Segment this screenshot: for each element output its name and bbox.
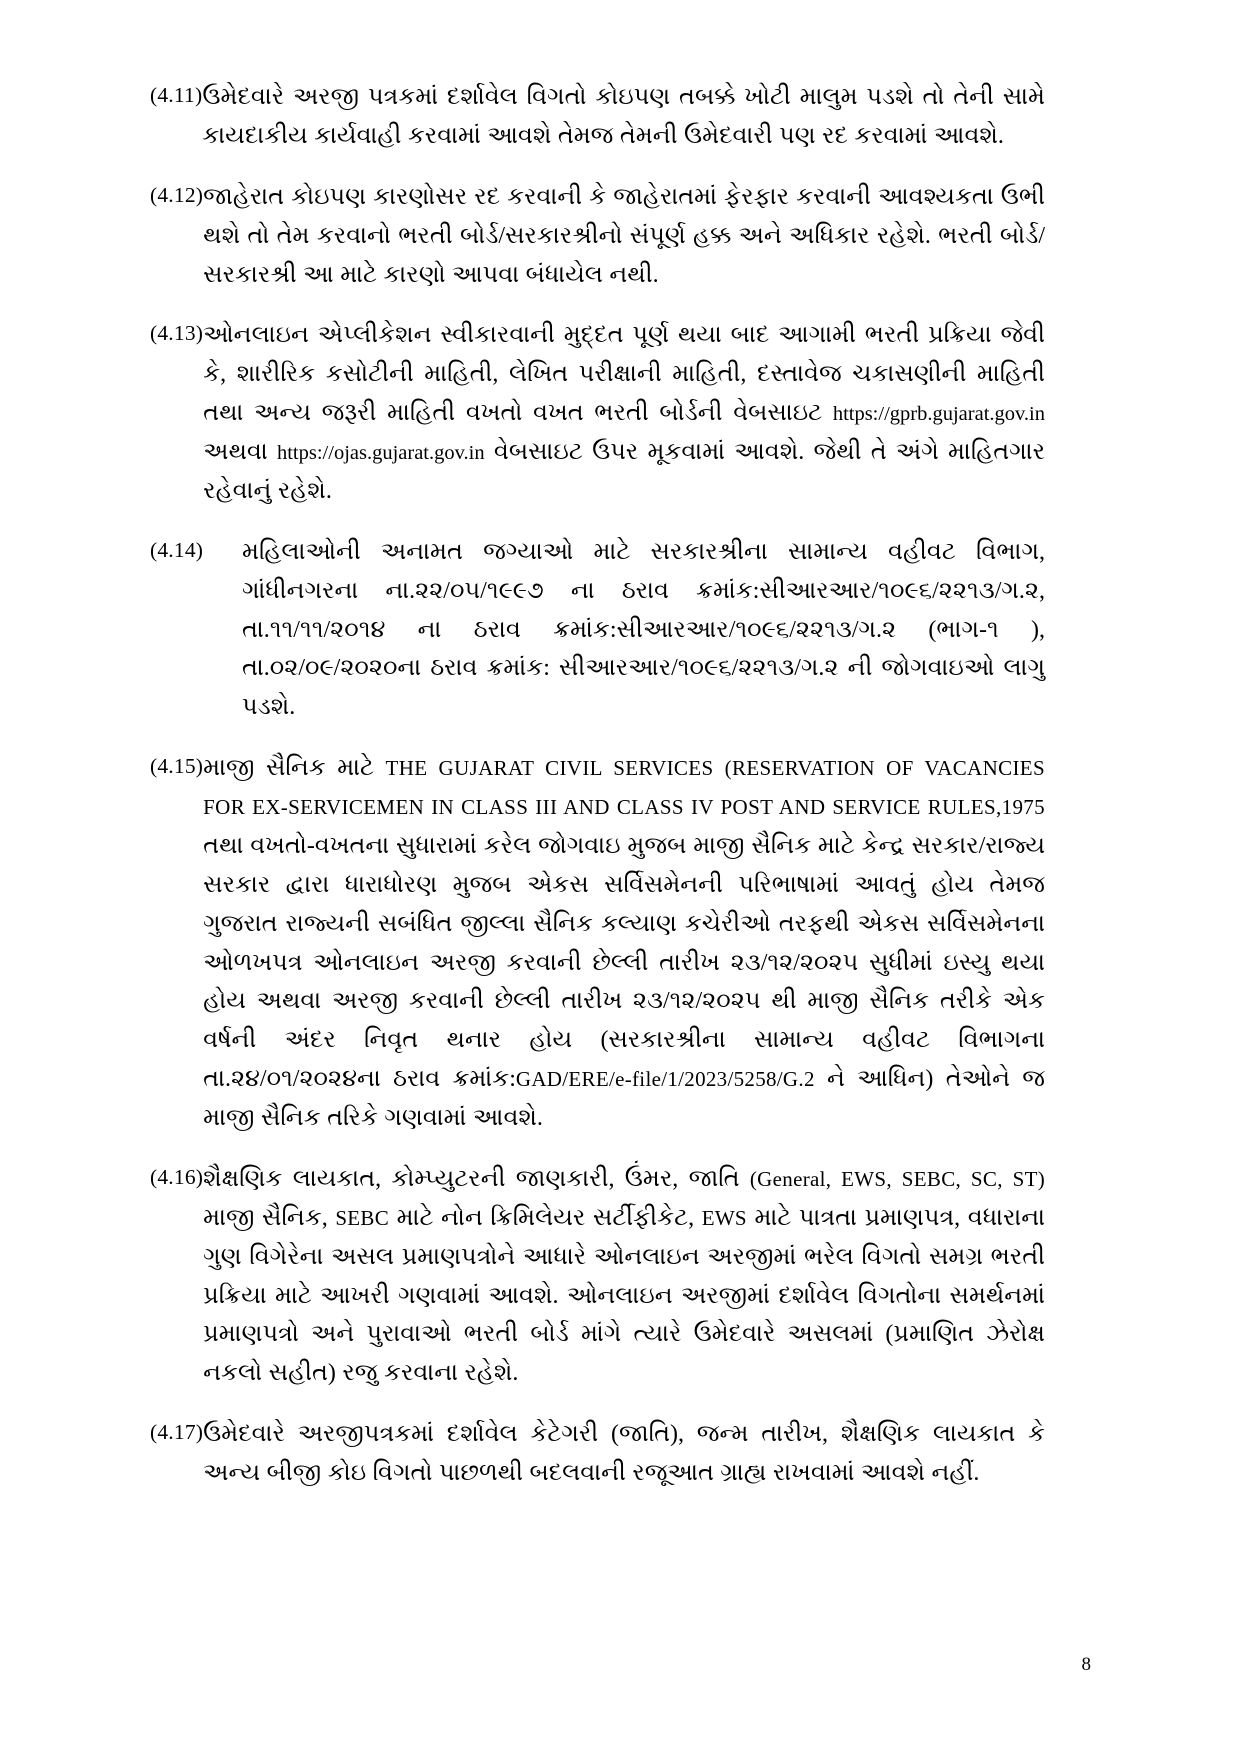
clause-number: (4.16) (150, 1164, 204, 1189)
non-creamy-layer-text: માટે નોન ક્રિમિલેયર સર્ટીફીકેટ, (396, 1204, 695, 1231)
clause-text (203, 178, 1045, 295)
clause-part-one: ઓનલાઇન એપ્લીકેશન સ્વીકારવાની મુદ્દત પૂર્ણ થયા બાદ આગામી ભરતી પ્રક્રિયા જેવી કે, શારીરિક કસોટીની માહિતી, લેખિત પરીક્ષાની માહિતી, દસ્તાવેજ ચકાસણીની માહિતી તથા અન્ય જરૂરી માહિતી વખતો વખત ભરતી બોર્ડની વેબસાઇટ (203, 322, 1045, 427)
clause-4-15 (150, 749, 1045, 1138)
clause-body-text: તથા વખતો-વખતના સુધારામાં કરેલ જોગવાઇ મુજબ માજી સૈનિક માટે કેન્દ્ર સરકાર/રાજ્ય સરકાર દ્વારા ધારાધોરણ મુજબ એકસ સર્વિસમેનની પરિભાષામાં આવતું હોય તેમજ ગુજરાત રાજ્યની સબંધિત જીલ્લા સૈનિક કલ્યાણ કચેરીઓ તરફથી એકસ સર્વિસમેનના ઓળખપત્ર ઓનલાઇન અરજી કરવાની છેલ્લી તારીખ ૨૩/૧૨/૨૦૨૫ સુધીમાં ઇસ્યુ થયા હોય અથવા અરજી કરવાની છેલ્લી તારીખ ૨૩/૧૨/૨૦૨૫ થી માજી સૈનિક તરીકે એક વર્ષની અંદર નિવૃત થનાર હોય (સરકારશ્રીના સામાન્ય વહીવટ વિભાગના તા.૨૪/૦૧/૨૦૨૪ના ઠરાવ ક્રમાંક: (203, 832, 1045, 1093)
sebc-label: SEBC (335, 1205, 390, 1230)
clause-text (203, 316, 1045, 510)
ex-serviceman-label: માજી સૈનિક, (203, 1204, 328, 1231)
clause-number: (4.17) (150, 1420, 204, 1445)
clause-body-end: ને આધિન) તેઓને જ માજી સૈનિક તરિકે ગણવામાં આવશે. (203, 1066, 1046, 1131)
clause-paragraph (203, 749, 1045, 1138)
gad-resolution-reference: GAD/ERE/e-file/1/2023/5258/G.2 (515, 1067, 815, 1092)
clause-part-two: વેબસાઇટ ઉપર મૂકવામાં આવશે. જેથી તે અંગે માહિતગાર રહેવાનું રહેશે. (203, 439, 1046, 504)
act-title: THE GUJARAT CIVIL SERVICES (RESERVATION OF VACANCIES FOR EX-SERVICEMEN IN CLASS III AND CLASS IV POST AND SERVICE RULES,1975 (203, 756, 1045, 819)
clause-paragraph (203, 316, 1045, 510)
category-list: (General, EWS, SEBC, SC, ST) (749, 1166, 1046, 1191)
clause-intro: માજી સૈનિક માટે (203, 755, 374, 782)
ews-label: EWS (701, 1205, 747, 1230)
clause-paragraph: ઉમેદવારે અરજીપત્રકમાં દર્શાવેલ કેટેગરી (જાતિ), જન્મ તારીખ, શૈક્ષણિક લાયકાત કે અન્ય બીજી કોઇ વિગતો પાછળથી બદલવાની રજૂઆત ગ્રાહ્ય રાખવામાં આવશે નહીં. (203, 1421, 1045, 1486)
clause-4-17 (150, 1415, 1045, 1493)
clause-text (203, 749, 1045, 1138)
clause-paragraph: ઉમેદવારે અરજી પત્રકમાં દર્શાવેલ વિગતો કોઇપણ તબક્કે ખોટી માલુમ પડશે તો તેની સામે કાયદાકીય કાર્યવાહી કરવામાં આવશે તેમજ તેમની ઉમેદવારી પણ રદ કરવામાં આવશે. (202, 84, 1045, 149)
clause-4-16 (150, 1160, 1045, 1393)
clause-text (203, 1415, 1045, 1493)
clause-4-11 (150, 78, 1045, 156)
gprb-website-url[interactable]: https://gprb.gujarat.gov.in (832, 403, 1045, 426)
clause-number: (4.15) (150, 754, 204, 779)
qualification-intro: શૈક્ષણિક લાયકાત, કોમ્પ્યુટરની જાણકારી, ઉંમર, જાતિ (203, 1165, 740, 1192)
clause-number: (4.14) (150, 537, 204, 562)
clause-text (203, 1160, 1045, 1393)
page-number: 8 (1081, 1654, 1091, 1675)
clause-number: (4.11) (150, 83, 203, 107)
clause-paragraph: મહિલાઓની અનામત જગ્યાઓ માટે સરકારશ્રીના સામાન્ય વહીવટ વિભાગ, ગાંધીનગરના ના.૨૨/૦૫/૧૯૯૭ ના ઠરાવ ક્રમાંક:સીઆરઆર/૧૦૯૬/૨૨૧૩/ગ.૨, તા.૧૧/૧૧/૨૦૧૪ ના ઠરાવ ક્રમાંક:સીઆરઆર/૧૦૯૬/૨૨૧૩/ગ.૨ (ભાગ-૧ ), તા.૦૨/૦૯/૨૦૨૦ના ઠરાવ ક્રમાંક: સીઆરઆર/૧૦૯૬/૨૨૧૩/ગ.૨ ની જોગવાઇઓ લાગુ પડશે. (242, 538, 1045, 721)
conjunction-athva: અથવા (203, 439, 268, 465)
clause-number: (4.12) (150, 182, 204, 207)
clause-paragraph: જાહેરાત કોઇપણ કારણોસર રદ કરવાની કે જાહેરાતમાં ફેરફાર કરવાની આવશ્યકતા ઉભી થશે તો તેમ કરવાનો ભરતી બોર્ડ/સરકારશ્રીનો સંપૂર્ણ હક્ક અને અધિકાર રહેશે. ભરતી બોર્ડ/સરકારશ્રી આ માટે કારણો આપવા બંધાયેલ નથી. (203, 183, 1045, 288)
clause-paragraph (203, 1160, 1045, 1393)
ojas-website-url[interactable]: https://ojas.gujarat.gov.in (276, 442, 485, 464)
clause-number: (4.13) (150, 321, 204, 346)
clause-4-13 (150, 316, 1045, 510)
clause-text (242, 533, 1045, 727)
page-content (150, 78, 1045, 1515)
clause-4-12 (150, 178, 1045, 295)
clause-4-14 (150, 533, 1045, 727)
clause-remainder: માટે પાત્રતા પ્રમાણપત્ર, વધારાના ગુણ વિગેરેના અસલ પ્રમાણપત્રોને આધારે ઓનલાઇન અરજીમાં ભરેલ વિગતો સમગ્ર ભરતી પ્રક્રિયા માટે આખરી ગણવામાં આવશે. ઓનલાઇન અરજીમાં દર્શાવેલ વિગતોના સમર્થનમાં પ્રમાણપત્રો અને પુરાવાઓ ભરતી બોર્ડ માંગે ત્યારે ઉમેદવારે અસલમાં (પ્રમાણિત ઝેરોક્ષ નકલો સહીત) રજુ કરવાના રહેશે. (203, 1204, 1046, 1387)
clause-text (202, 78, 1045, 156)
